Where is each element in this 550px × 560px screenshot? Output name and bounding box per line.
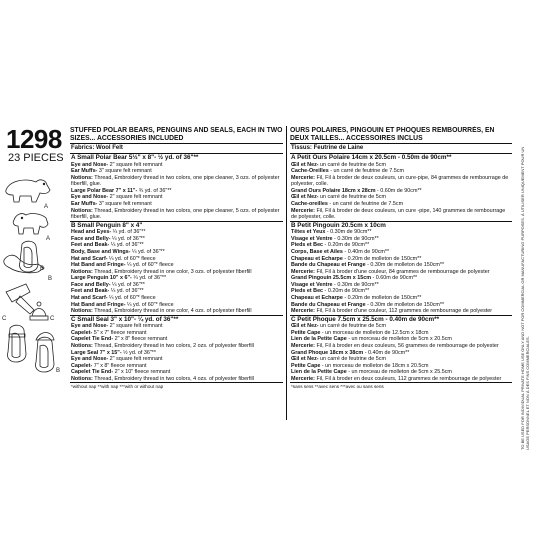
material-value: Fil, Fil à broder en deux couleurs, 112 grammes de rembourrage de polyester [314,375,502,382]
section-title: A Small Polar Bear 5½" x 8"- ½ yd. of 36"** [71,154,199,161]
polar-bear-large-drawing [13,214,48,234]
material-line [70,350,283,357]
material-line [290,249,512,256]
material-value: ¼ yd. of 36"** [130,248,165,255]
material-value: - 0.30m de molleton de 150cm** [365,301,445,308]
material-line [290,350,512,357]
material-label: Notions: [71,308,93,315]
material-label: Ear Muffs- [71,200,98,207]
material-line [290,282,512,289]
material-line [290,229,512,236]
material-label: Notions: [71,174,93,181]
material-value: 2" square felt remnant [108,194,163,201]
material-line [70,275,283,282]
material-line [290,168,512,175]
material-line [70,369,283,376]
material-line [290,336,512,343]
material-label: Cache-oreilles [291,200,328,207]
material-label: Mercerie: [291,268,315,275]
material-value: - 0.20m de 90cm** [323,242,370,249]
material-label: Petite Cape [291,362,321,369]
material-line [290,363,512,370]
material-value: 5" x 7" fleece remnant [92,329,147,336]
material-value: ½ yd. of 36"** [121,349,156,356]
material-line [70,249,283,256]
material-label: Hat Band and Fringe- [71,301,126,308]
material-label: Body, Base and Wings- [71,248,131,255]
french-heading: OURS POLAIRES, PINGOUIN ET PHOQUES REMBOURRÉS, EN DEUX TAILLES... ACCESSOIRES INCLUS [290,126,495,143]
material-line [290,194,512,201]
material-value: - un morceau de molleton de 12.5cm x 18cm [320,329,429,336]
material-label: Mercerie: [291,308,315,315]
material-line [70,288,283,295]
material-label: Œil et Nez- [291,323,319,330]
material-label: Feet and Beak- [71,288,110,295]
side-notice [520,140,544,450]
material-line [70,201,283,208]
material-label: Head and Eyes- [71,229,112,236]
material-value: - 0.30m de 90cm** [332,235,379,242]
material-line [290,323,512,330]
label-c2: C [50,316,55,322]
material-label: Capelet- [71,362,93,369]
french-footnote: *sans sens **avec sens ***avec ou sans sens [291,384,384,390]
material-label: Bande du Chapeau et Frange [291,301,366,308]
penguin-drawing-2 [7,325,26,362]
material-label: Grand Ours Polaire 18cm x 28cm [291,187,376,194]
material-line [70,256,283,263]
material-label: Têtes et Yeux [291,229,326,236]
label-b2: B [48,276,53,282]
notions-line [290,376,512,383]
material-label: Lien de la Petite Cape [291,369,347,376]
penguin-drawing-3 [35,333,54,373]
material-value: Thread, Embroidery thread in two colors, 2 ozs. of polyester fiberfill [92,343,254,350]
material-line [70,262,283,269]
notions-line [70,175,283,188]
material-value: - 0.40m de 90cm** [363,349,410,356]
material-line [70,188,283,195]
material-value: 2" x 8" fleece remnant [113,336,168,343]
english-footnote: *without nap **with nap ***with or without nap [71,384,164,390]
material-value: 2" x 10" fleece remnant [113,369,171,376]
section-title: C Petit Phoque 7.5cm x 25.5cm - 0.40m de 90cm** [291,315,440,323]
material-label: Capelet- [71,329,93,336]
material-label: Ear Muffs- [71,168,98,175]
material-value: ¼ yd. of 36"** [110,235,145,242]
material-label: Cache-Oreilles [291,168,329,175]
material-label: Mercerie: [291,174,315,181]
material-label: Pieds et Bec [291,288,324,295]
english-section-2 [70,316,283,384]
material-label: Hat and Scarf- [71,295,108,301]
material-label: Mercerie: [291,343,315,350]
material-line [290,201,512,208]
material-value: - 0.20m de 90cm** [323,288,370,295]
material-label: Eye and Nose- [71,356,109,363]
material-value: - un carré de feutrine de 7.5cm [328,168,404,175]
material-value: - 0.30m de 90cm** [332,281,379,288]
material-value: Fil, Fil à broder de deux couleurs, un cure-pipe, 84 grammes de rembourrage de polyester, colle. [291,174,509,188]
material-label: Hat Band and Fringe- [71,262,126,269]
material-line [70,330,283,337]
material-label: Feet and Beak- [71,242,110,249]
material-value: - un morceau de molleton de 5cm x 25.5cm [346,369,452,376]
material-value: ¼ yd. of 36"** [131,275,167,282]
material-value: 2" square felt remnant [108,323,163,330]
material-value: ¼ yd. of 60"* fleece [107,295,156,301]
material-line [290,275,512,282]
material-value: Thread, Embroidery thread in two colors, one pipe cleaner, 5 ozs. of polyester fiberfill, glue. [71,207,280,221]
material-label: Bande du Chapeau et Frange [291,262,366,269]
notions-line [70,208,283,221]
material-label: Eye and Nose- [71,194,109,201]
material-value: - un morceau de molleton de 18cm x 20.5cm [320,362,429,369]
french-section-0 [290,154,512,222]
label-a1: A [44,204,49,210]
material-value: - 0.40m de 90cm** [342,248,390,255]
material-label: Face and Belly- [71,235,111,242]
notions-line [70,376,283,383]
material-value: 3" square felt remnant [97,168,152,175]
side-notice-text: TO BE USED FOR INDIVIDUAL PRIVATE HOME USE ONLY AND NOT FOR COMMERCIAL OR MANUFACTURING PURPOSES. À UTILISER UNIQUEMENT POUR UN USAGE PERSONNEL ET NON À DES FINS COMMERCIALES. [520,146,530,450]
material-label: Eye and Nose- [71,161,109,168]
label-a2: A [46,236,51,242]
section-title: A Petit Ours Polaire 14cm x 20.5cm - 0.50m de 90cm** [291,154,452,161]
material-value: - 0.30m de molleton de 150cm** [365,262,445,269]
material-line [70,323,283,330]
material-line [70,162,283,169]
material-value: un carré de feutrine de 5cm [318,161,386,168]
material-label: Visage et Ventre [291,235,333,242]
material-value: un carré de feutrine de 5cm [318,323,386,330]
notions-line [70,308,283,315]
french-fabrics: Tissus: Feutrine de Laine [290,143,512,154]
material-line [70,229,283,236]
material-label: Chapeau et Écharpe [291,255,343,262]
section-title: C Small Seal 3" x 10"- ¼ yd. of 36"** [71,315,179,323]
material-label: Visage et Ventre [291,281,333,288]
material-value: ¼ yd. of 60"* fleece [125,301,174,308]
material-line [290,242,512,249]
scarf-drawing [6,284,34,314]
material-value: 7" x 8" fleece remnant [92,362,147,369]
material-value: un carré de feutrine de 5cm [318,356,386,363]
material-line [290,356,512,363]
material-line [70,194,283,201]
material-value: Fil, Fil à broder d'une couleur, 84 grammes de rembourrage de polyester [314,268,490,275]
material-label: Large Seal 7" x 15"- [71,349,122,356]
english-sections [70,154,283,383]
material-line [70,295,283,302]
french-sections [290,154,512,383]
material-line [290,295,512,302]
material-value: - un carré de feutrine de 7.5cm [327,200,404,207]
french-section-2 [290,316,512,384]
material-value: ¼ yd. of 36"** [110,281,145,288]
material-value: Fil, Fil à broder d'une couleur, 112 grammes de rembourrage de polyester [314,308,493,315]
material-label: Large Polar Bear 7" x 11"- [71,187,138,194]
material-label: Œil et Nez- [291,194,319,201]
material-label: Capelet Tie End- [71,369,114,376]
material-value: Fil, Fil à broder de deux couleurs, un cure -pipe, 140 grammes de rembourrage de polyester, colle. [291,207,506,221]
material-label: Petite Cape [291,329,321,336]
material-line [290,236,512,243]
material-value: Thread, Embroidery thread in one color, 3 ozs. of polyester fiberfill [92,268,252,275]
material-value: ¼ yd. of 60"* fleece [107,255,156,262]
material-value: - 0.60m de 90cm** [375,187,422,194]
label-c1: C [2,316,7,322]
material-line [70,356,283,363]
english-heading: STUFFED POLAR BEARS, PENGUINS AND SEALS, EACH IN TWO SIZES... ACCESSORIES INCLUDED [70,126,283,143]
material-label: Face and Belly- [71,281,111,288]
english-fabrics: Fabrics: Wool Felt [70,143,283,154]
column-divider [286,126,287,420]
material-line [290,262,512,269]
material-line [290,162,512,169]
material-line [290,302,512,309]
material-label: Chapeau et Écharpe [291,295,343,301]
material-line [290,330,512,337]
english-section-0 [70,154,283,222]
material-label: Notions: [71,268,93,275]
toy-illustrations [0,168,68,418]
material-value: Thread, Embroidery thread in two colors, 4 ozs. of polyester fiberfill [92,375,254,382]
material-label: Capelet Tie End- [71,336,114,343]
material-line [70,363,283,370]
material-label: Grand Phoque 18cm x 38cm [291,349,364,356]
section-title: B Petit Pingouin 20.5cm x 10cm [291,221,386,229]
material-label: Notions: [71,207,93,214]
label-b3: B [56,368,61,374]
section-title: B Small Penguin 8" x 4" [71,221,143,229]
material-line [70,282,283,289]
material-line [70,168,283,175]
material-label: Pieds et Bec [291,242,324,249]
material-value: - 0.20m de molleton de 150cm** [342,255,422,262]
material-value: ¼ yd. of 36"** [111,229,146,236]
material-value: 3" square felt remnant [97,200,152,207]
notions-line [290,308,512,315]
material-label: Eye and Nose- [71,323,109,330]
english-section-1 [70,222,283,316]
material-label: Œil et Nez- [291,356,319,363]
material-line [290,256,512,263]
english-column [70,126,283,390]
material-value: ¼ yd. of 36"** [109,288,144,295]
polar-bear-small-drawing [6,180,50,202]
material-value: - 0.20m de molleton de 150cm** [342,295,422,301]
material-value: Thread, Embroidery thread in two colors, one pipe cleaner, 3 ozs. of polyester fiberfill, glue. [71,174,280,188]
material-line [70,236,283,243]
material-label: Large Penguin 10" x 6"- [71,275,132,282]
material-value: - un morceau de molleton de 5cm x 20.5cm [346,336,452,343]
material-value: ¾ yd. of 36"** [137,187,172,194]
material-label: Mercerie: [291,375,315,382]
pattern-number: 1298 [6,124,62,154]
material-label: Corps, Base et Ailes [291,248,343,255]
material-line [290,288,512,295]
material-value: Thread, Embroidery thread in one color, 4 ozs. of polyester fiberfill [92,308,252,315]
material-line [70,336,283,343]
material-value: - 0.30m de 90cm** [325,229,372,236]
french-section-1 [290,222,512,316]
pattern-pieces: 23 PIECES [8,152,64,164]
material-value: - 0.60m de 90cm** [371,275,418,282]
material-label: Hat and Scarf- [71,255,108,262]
material-value: ¼ yd. of 36"** [109,242,144,249]
material-value: 2" square felt remnant [108,356,163,363]
french-column [290,126,512,390]
material-label: Notions: [71,375,93,382]
notions-line [290,175,512,188]
material-label: Notions: [71,343,93,350]
material-line [70,242,283,249]
material-label: Mercerie: [291,207,315,214]
material-value: ¼ yd. of 60"* fleece [125,262,174,269]
label-b1: B [40,266,45,272]
material-line [290,188,512,195]
penguin-drawing-1 [19,241,38,272]
material-label: Lien de la Petite Cape [291,336,347,343]
material-line [70,302,283,309]
material-value: un carré de feutrine de 5cm [318,194,386,201]
material-value: Fil, Fil à broder en deux couleurs, 56 grammes de rembourrage de polyester [314,343,499,350]
material-value: 2" square felt remnant [108,161,163,168]
material-line [290,369,512,376]
material-label: Œil et Nez- [291,161,319,168]
notions-line [290,208,512,221]
material-label: Grand Pingouin 25.5cm x 15cm [291,275,371,282]
